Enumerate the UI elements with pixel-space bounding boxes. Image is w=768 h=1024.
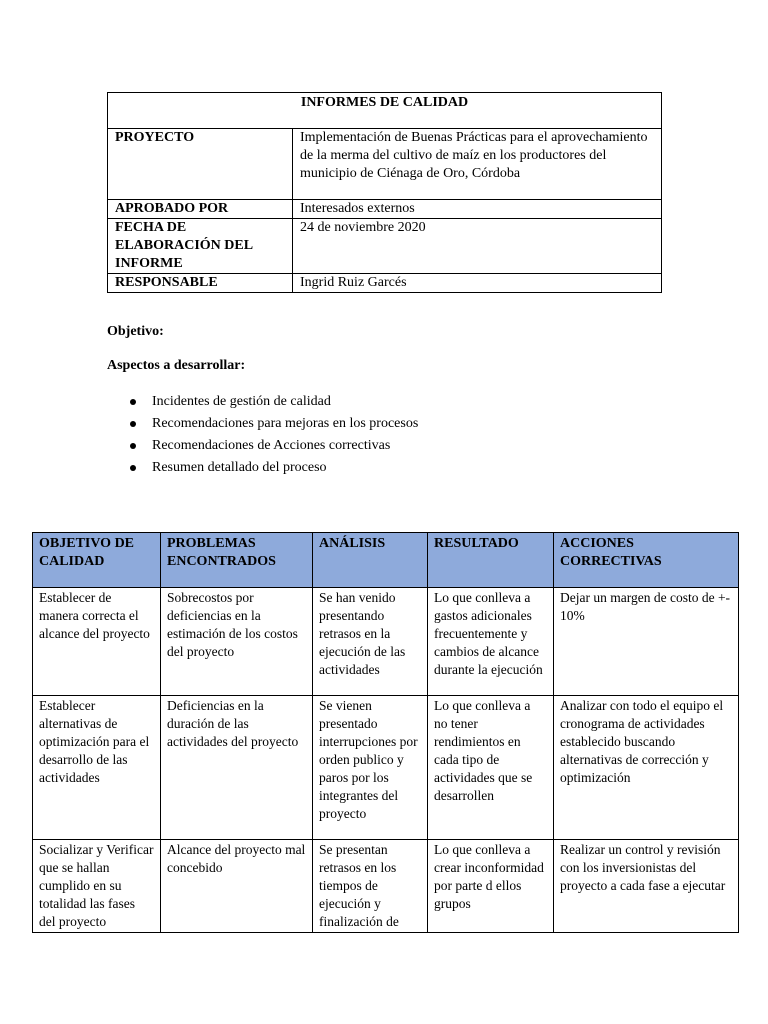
list-item [130, 391, 418, 413]
info-table [107, 92, 662, 293]
table-row [33, 588, 739, 696]
header-resultado: RESULTADO [428, 533, 554, 588]
table-cell: Dejar un margen de costo de +- 10% [554, 588, 739, 696]
table-row [33, 840, 739, 933]
table-cell: Establecer alternativas de optimización para el desarrollo de las actividades [33, 696, 161, 840]
info-row-responsable [108, 274, 662, 293]
list-item [130, 413, 418, 435]
list-item-text: Recomendaciones para mejoras en los procesos [152, 416, 419, 431]
header-acciones: ACCIONES CORRECTIVAS [554, 533, 739, 588]
bullet-icon [130, 465, 136, 471]
info-row-aprobado [108, 200, 662, 219]
info-label-aprobado: APROBADO POR [108, 200, 293, 219]
info-label-responsable: RESPONSABLE [108, 274, 293, 293]
table-cell: Lo que conlleva a crear inconformidad por parte d ellos grupos [428, 840, 554, 933]
info-row-fecha [108, 219, 662, 274]
header-analisis: ANÁLISIS [313, 533, 428, 588]
quality-table [32, 532, 739, 933]
info-label-fecha: FECHA DE ELABORACIÓN DEL INFORME [108, 219, 293, 274]
list-item-text: Recomendaciones de Acciones correctivas [152, 438, 391, 453]
info-label-proyecto: PROYECTO [108, 129, 293, 200]
table-cell: Sobrecostos por deficiencias en la estimación de los costos del proyecto [161, 588, 313, 696]
info-value-responsable: Ingrid Ruiz Garcés [293, 274, 662, 293]
info-row-proyecto [108, 129, 662, 200]
info-value-proyecto: Implementación de Buenas Prácticas para el aprovechamiento de la merma del cultivo de maíz en los productores del municipio de Ciénaga de Oro, Córdoba [293, 129, 662, 200]
table-cell: Realizar un control y revisión con los inversionistas del proyecto a cada fase a ejecutar [554, 840, 739, 933]
list-item-text: Resumen detallado del proceso [152, 460, 327, 475]
bullet-icon [130, 421, 136, 427]
info-value-fecha: 24 de noviembre 2020 [293, 219, 662, 274]
table-cell: Se han venido presentando retrasos en la ejecución de las actividades [313, 588, 428, 696]
aspectos-list [130, 391, 418, 479]
table-cell: Se presentan retrasos en los tiempos de ejecución y finalización de [313, 840, 428, 933]
info-table-title: INFORMES DE CALIDAD [108, 93, 662, 129]
table-row [33, 696, 739, 840]
list-item-text: Incidentes de gestión de calidad [152, 394, 331, 409]
table-cell: Lo que conlleva a gastos adicionales frecuentemente y cambios de alcance durante la ejecución [428, 588, 554, 696]
table-cell: Analizar con todo el equipo el cronograma de actividades establecido buscando alternativas de corrección y optimización [554, 696, 739, 840]
table-cell: Socializar y Verificar que se hallan cumplido en su totalidad las fases del proyecto [33, 840, 161, 933]
bullet-icon [130, 443, 136, 449]
table-cell: Establecer de manera correcta el alcance del proyecto [33, 588, 161, 696]
list-item [130, 435, 418, 457]
table-cell: Se vienen presentado interrupciones por orden publico y paros por los integrantes del proyecto [313, 696, 428, 840]
aspectos-heading: Aspectos a desarrollar: [107, 358, 246, 373]
table-cell: Alcance del proyecto mal concebido [161, 840, 313, 933]
table-cell: Lo que conlleva a no tener rendimientos en cada tipo de actividades que se desarrollen [428, 696, 554, 840]
table-cell: Deficiencias en la duración de las actividades del proyecto [161, 696, 313, 840]
info-value-aprobado: Interesados externos [293, 200, 662, 219]
quality-table-header [33, 533, 739, 588]
header-objetivo: OBJETIVO DE CALIDAD [33, 533, 161, 588]
bullet-icon [130, 399, 136, 405]
objetivo-heading: Objetivo: [107, 324, 164, 339]
header-problemas: PROBLEMAS ENCONTRADOS [161, 533, 313, 588]
list-item [130, 457, 418, 479]
